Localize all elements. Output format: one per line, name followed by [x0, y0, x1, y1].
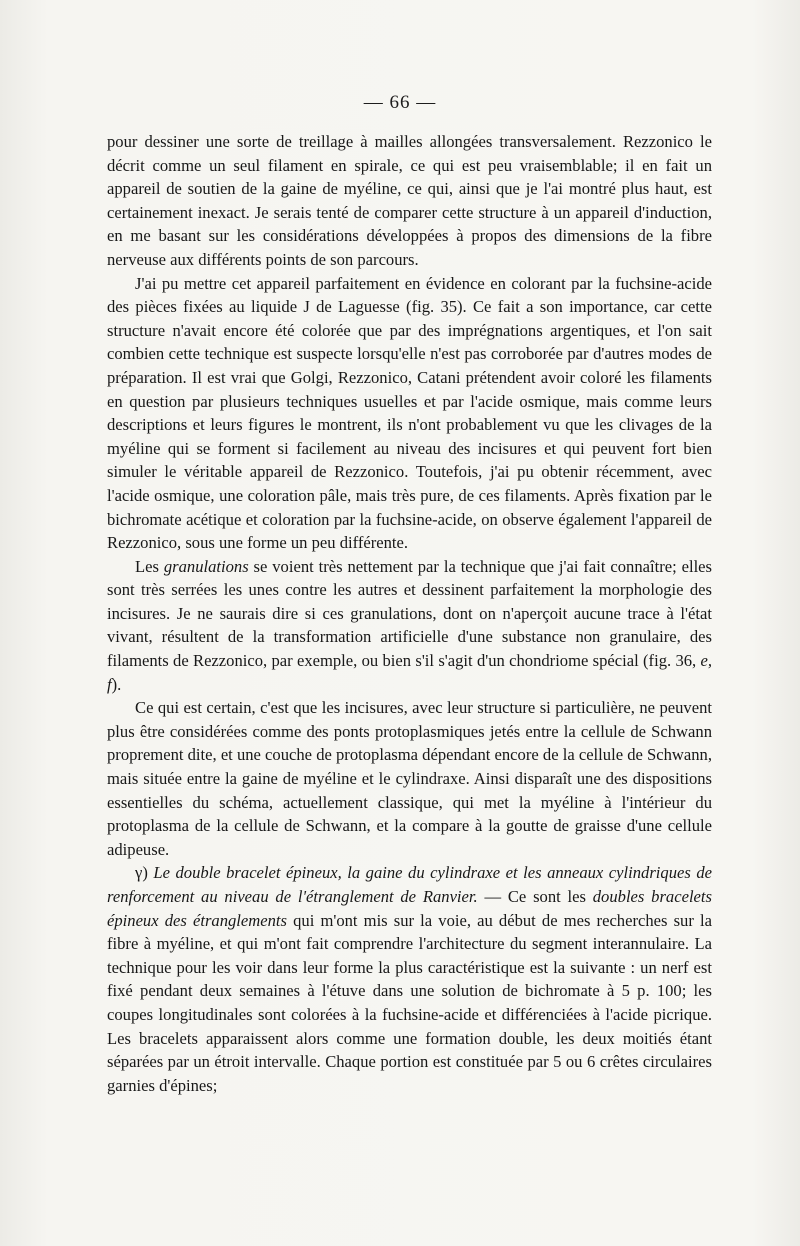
paragraph-1: pour dessiner une sorte de treillage à mailles allongées transversalement. Rezzonico le décrit comme un seul filament en spirale, ce qui est peu vraisemblable; il en fait un appareil de soutien de la gaine de myéline, ce qui, ainsi que je l'ai montré plus haut, est certainement inexact. Je serais tenté de comparer cette structure à un appareil d'induction, en me basant sur les considérations développées à propos des dimensions de la fibre nerveuse aux différents points de son parcours. [107, 132, 712, 269]
term-granulations: granulations [163, 556, 249, 576]
term-double-bracelets: doubles bracelets épineux des étranglements [107, 887, 712, 930]
figure-reference: e, f [107, 651, 712, 694]
paragraph-5-body: qui m'ont mis sur la voie, au début de mes recherches sur la fibre à myéline, et qui m'ont fait comprendre l'architecture du segment interannulaire. La technique pour les voir dans leur forme la plus caractéristique est la suivante : un nerf est fixé pendant deux semaines à l'étuve dans une solution de bichromate à 5 p. 100; les coupes longitudinales sont colorées à la fuchsine-acide et différenciées à l'acide picrique. Les bracelets apparaissent alors comme une formation double, les deux moitiés étant séparées par un étroit intervalle. Chaque portion est constituée par 5 ou 6 crêtes circulaires garnies d'épines; [107, 910, 712, 1095]
body-text [107, 130, 712, 1097]
paragraph-5 [107, 861, 712, 1097]
paragraph-4: Ce qui est certain, c'est que les incisures, avec leur structure si particulière, ne peuvent plus être considérées comme des ponts protoplasmiques jetés entre la cellule de Schwann proprement dite, et une couche de protoplasma dépendant encore de la cellule de Schwann, mais située entre la gaine de myéline et le cylindraxe. Ainsi disparaît une des dispositions essentielles du schéma, actuellement classique, qui met la myéline à l'intérieur du protoplasma de la cellule de Schwann, et la compare à la goutte de graisse d'une cellule adipeuse. [107, 698, 712, 859]
section-heading: Le double bracelet épineux, la gaine du cylindraxe et les anneaux cylindriques de renforcement au niveau de l'étranglement de Ranvier. [107, 863, 712, 906]
paragraph-3-end: ). [111, 674, 122, 694]
page-number: — 66 — [363, 92, 437, 113]
section-marker: γ) [135, 863, 148, 883]
paragraph-2: J'ai pu mettre cet appareil parfaitement en évidence en colorant par la fuchsine-acide des pièces fixées au liquide J de Laguesse (fig. 35). Ce fait a son importance, car cette structure n'avait encore été colorée que par des imprégnations argentiques, et l'on sait combien cette technique est suspecte lorsqu'elle n'est pas corroborée par d'autres modes de préparation. Il est vrai que Golgi, Rezzonico, Catani prétendent avoir coloré les filaments en question par plusieurs techniques usuelles et par l'acide osmique, mais comme leurs descriptions et leurs figures le montrent, ils n'ont probablement vu que les clivages de la myéline qui se forment si facilement au niveau des incisures et qui peuvent fort bien simuler le véritable appareil de Rezzonico. Toutefois, j'ai pu obtenir récemment, avec l'acide osmique, une coloration pâle, mais très pure, de ces filaments. Après fixation par le bichromate acétique et coloration par la fuchsine-acide, on observe également l'appareil de Rezzonico, sous une forme un peu différente. [107, 273, 712, 553]
paragraph-3-lead: Les [135, 556, 164, 576]
paragraph-3-body: se voient très nettement par la technique que j'ai fait connaître; elles sont très serrées les unes contre les autres et dessinent parfaitement la morphologie des incisures. Je ne saurais dire si ces granulations, dont on n'aperçoit aucune trace à l'état vivant, résultent de la transformation artificielle d'une substance non granulaire, des filaments de Rezzonico, par exemple, ou bien s'il s'agit d'un chondriome spécial (fig. 36, [107, 556, 712, 671]
paragraph-3 [107, 555, 712, 697]
heading-dash: — Ce sont les [477, 887, 593, 906]
